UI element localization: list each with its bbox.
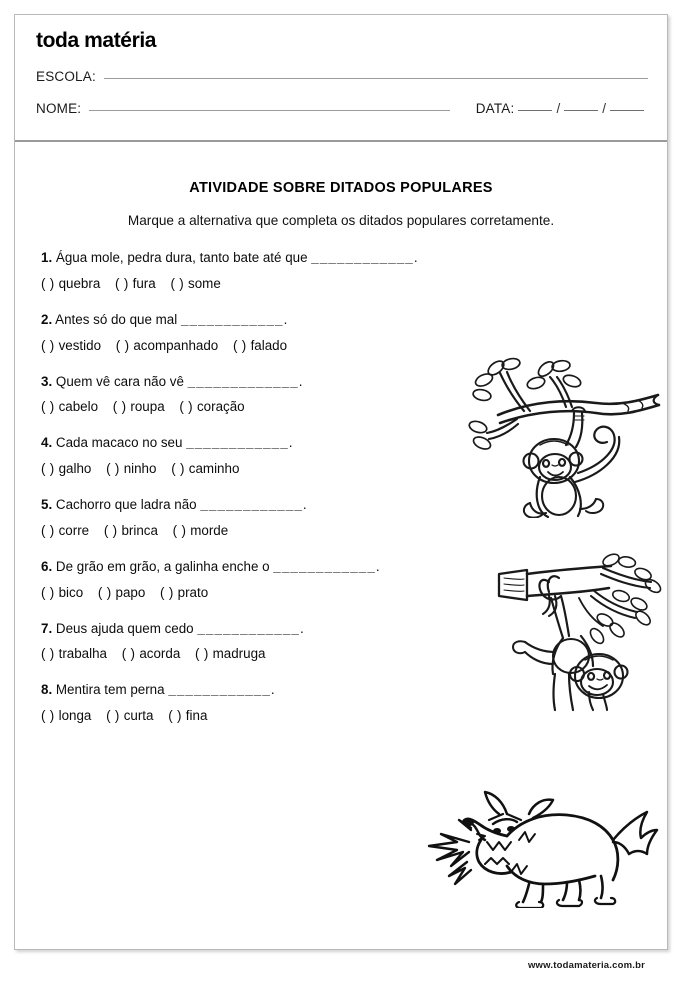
option-marker-open: (: [112, 399, 118, 415]
question-block: [41, 435, 667, 476]
option-label: curta: [123, 708, 154, 723]
option-item[interactable]: [41, 338, 101, 353]
option-marker-open: (: [41, 399, 47, 415]
option-marker-open: (: [41, 708, 47, 723]
question-text: [41, 621, 667, 638]
question-options: [41, 523, 667, 538]
question-number: 6.: [41, 558, 53, 574]
option-item[interactable]: [41, 276, 100, 291]
option-label: roupa: [130, 399, 165, 415]
question-block: [41, 250, 667, 291]
question-end-punct: .: [283, 311, 288, 327]
option-item[interactable]: [106, 461, 156, 476]
question-block: [41, 559, 667, 600]
question-options: [41, 276, 667, 291]
question-number: 7.: [41, 620, 53, 636]
question-end-punct: .: [270, 682, 275, 698]
worksheet-body: [15, 180, 667, 987]
question-number: 5.: [41, 497, 53, 512]
option-marker-close: ): [49, 584, 55, 600]
question-text: [41, 497, 667, 514]
option-item[interactable]: [122, 646, 181, 661]
question-end-punct: .: [298, 373, 303, 389]
option-item[interactable]: [170, 276, 220, 291]
option-marker-open: (: [115, 275, 121, 291]
option-marker-close: ): [179, 275, 185, 291]
date-year-blank[interactable]: [610, 110, 644, 111]
question-options: [41, 338, 667, 353]
option-marker-open: (: [41, 646, 47, 662]
date-day-blank[interactable]: [518, 110, 552, 111]
option-label: cabelo: [58, 399, 99, 415]
option-label: fina: [185, 708, 208, 723]
option-marker-close: ): [49, 461, 55, 476]
questions-list: [15, 250, 667, 723]
question-text: [41, 250, 667, 267]
question-options: [41, 399, 667, 414]
option-marker-open: (: [41, 275, 47, 291]
name-label: NOME:: [36, 101, 82, 116]
question-text: [41, 559, 667, 576]
option-label: some: [188, 275, 221, 291]
question-prompt: Cada macaco no seu: [55, 435, 183, 451]
question-options: [41, 708, 667, 723]
option-marker-open: (: [97, 584, 103, 600]
question-text: [41, 312, 667, 329]
date-label: DATA:: [475, 101, 515, 116]
option-marker-close: ): [181, 522, 187, 538]
option-marker-open: (: [195, 646, 201, 662]
option-marker-open: (: [41, 522, 47, 538]
option-item[interactable]: [41, 523, 89, 538]
option-marker-close: ): [49, 646, 55, 662]
option-item[interactable]: [106, 708, 153, 723]
option-marker-close: ): [121, 399, 127, 415]
date-separator-1: /: [556, 101, 561, 116]
option-label: brinca: [121, 522, 158, 538]
question-block: [41, 682, 667, 723]
option-marker-open: (: [232, 337, 239, 353]
school-label: ESCOLA:: [36, 69, 96, 84]
option-item[interactable]: [98, 585, 145, 600]
question-text: [41, 374, 667, 391]
question-options: [41, 461, 667, 476]
option-marker-close: ): [177, 708, 183, 723]
option-label: falado: [250, 337, 288, 353]
question-number: 1.: [41, 250, 53, 265]
option-item[interactable]: [168, 708, 207, 723]
option-marker-open: (: [106, 708, 112, 723]
option-marker-open: (: [103, 522, 109, 538]
option-item[interactable]: [173, 523, 229, 538]
option-label: coração: [196, 399, 245, 415]
option-item[interactable]: [233, 338, 287, 353]
question-end-punct: .: [413, 250, 418, 265]
question-prompt: Água mole, pedra dura, tanto bate até que: [55, 250, 308, 265]
option-marker-open: (: [41, 584, 47, 600]
option-marker-close: ): [49, 337, 55, 353]
question-number: 3.: [41, 373, 53, 389]
option-label: longa: [58, 708, 92, 723]
option-marker-close: ): [49, 522, 55, 538]
option-marker-open: (: [170, 275, 176, 291]
school-field-row: [36, 69, 648, 84]
option-label: ninho: [123, 461, 157, 476]
question-end-punct: .: [288, 435, 293, 451]
name-field-row: [36, 101, 648, 116]
option-marker-close: ): [49, 399, 55, 415]
question-prompt: Quem vê cara não vê: [55, 373, 184, 389]
answer-blank[interactable]: ____________: [180, 311, 284, 327]
option-marker-open: (: [168, 708, 174, 723]
option-marker-open: (: [179, 399, 185, 415]
option-item[interactable]: [41, 646, 107, 661]
option-marker-open: (: [171, 461, 177, 476]
option-item[interactable]: [113, 399, 165, 414]
option-item[interactable]: [41, 708, 91, 723]
option-marker-open: (: [41, 461, 47, 476]
question-block: [41, 374, 667, 415]
question-prompt: Deus ajuda quem cedo: [55, 620, 194, 636]
option-item[interactable]: [195, 646, 265, 661]
question-end-punct: .: [302, 497, 307, 512]
answer-blank[interactable]: ____________: [273, 558, 376, 574]
question-prompt: Cachorro que ladra não: [55, 497, 197, 512]
option-label: vestido: [58, 337, 102, 353]
option-marker-close: ): [49, 275, 55, 291]
answer-blank[interactable]: ____________: [168, 682, 271, 698]
worksheet-page: [14, 14, 668, 971]
option-marker-close: ): [124, 337, 130, 353]
school-write-line[interactable]: [104, 78, 648, 79]
answer-blank[interactable]: _____________: [187, 373, 299, 389]
option-label: prato: [177, 584, 209, 600]
option-marker-close: ): [123, 275, 129, 291]
question-options: [41, 646, 667, 661]
option-marker-close: ): [130, 646, 136, 662]
question-block: [41, 621, 667, 662]
option-marker-close: ): [114, 461, 120, 476]
question-number: 4.: [41, 435, 53, 451]
option-label: fura: [132, 275, 156, 291]
option-label: quebra: [58, 275, 101, 291]
answer-blank[interactable]: ____________: [200, 497, 303, 512]
option-label: madruga: [212, 646, 266, 662]
option-label: acorda: [139, 646, 181, 662]
name-write-line[interactable]: [89, 110, 449, 111]
question-prompt: Mentira tem perna: [55, 682, 165, 698]
question-number: 2.: [41, 311, 53, 327]
option-marker-close: ): [203, 646, 209, 662]
option-marker-close: ): [112, 522, 118, 538]
option-item[interactable]: [41, 585, 83, 600]
answer-blank[interactable]: ____________: [197, 620, 300, 636]
page-title: ATIVIDADE SOBRE DITADOS POPULARES: [189, 180, 493, 196]
option-item[interactable]: [41, 399, 98, 414]
footer-website-url[interactable]: www.todamateria.com.br: [527, 960, 645, 971]
option-item[interactable]: [115, 276, 156, 291]
question-text: [41, 435, 667, 452]
answer-blank[interactable]: ____________: [311, 250, 414, 265]
option-label: corre: [58, 522, 90, 538]
date-separator-2: /: [602, 101, 606, 116]
question-prompt: De grão em grão, a galinha enche o: [55, 558, 270, 574]
option-label: caminho: [188, 461, 240, 476]
option-marker-open: (: [106, 461, 112, 476]
answer-blank[interactable]: ____________: [186, 435, 289, 451]
question-prompt: Antes só do que mal: [55, 311, 178, 327]
option-label: papo: [115, 584, 146, 600]
option-item[interactable]: [104, 523, 158, 538]
option-marker-close: ): [188, 399, 194, 415]
option-label: galho: [58, 461, 92, 476]
option-marker-open: (: [172, 522, 178, 538]
brand-logo: toda matéria: [36, 29, 157, 52]
option-item[interactable]: [116, 338, 218, 353]
option-item[interactable]: [179, 399, 244, 414]
option-item[interactable]: [41, 461, 91, 476]
worksheet-header: [15, 15, 667, 142]
question-number: 8.: [41, 682, 53, 698]
barking-dog-illustration: [411, 780, 659, 908]
option-marker-open: (: [160, 584, 166, 600]
option-marker-close: ): [106, 584, 112, 600]
option-item[interactable]: [160, 585, 208, 600]
option-marker-close: ): [168, 584, 174, 600]
option-label: morde: [190, 522, 229, 538]
date-month-blank[interactable]: [564, 110, 598, 111]
question-text: [41, 682, 667, 699]
option-marker-close: ): [179, 461, 186, 476]
option-item[interactable]: [171, 461, 239, 476]
page-subtitle: Marque a alternativa que completa os ditados populares corretamente.: [127, 213, 555, 228]
option-label: acompanhado: [133, 337, 219, 353]
question-end-punct: .: [375, 558, 380, 574]
option-marker-close: ): [49, 708, 55, 723]
question-block: [41, 312, 667, 353]
question-end-punct: .: [299, 620, 304, 636]
question-block: [41, 497, 667, 538]
option-label: trabalha: [58, 646, 107, 662]
option-label: bico: [58, 584, 84, 600]
option-marker-open: (: [41, 337, 47, 353]
question-options: [41, 585, 667, 600]
option-marker-close: ): [241, 337, 247, 353]
option-marker-close: ): [114, 708, 120, 723]
date-field-group: [476, 101, 648, 116]
option-marker-open: (: [115, 337, 121, 353]
option-marker-open: (: [121, 646, 127, 662]
